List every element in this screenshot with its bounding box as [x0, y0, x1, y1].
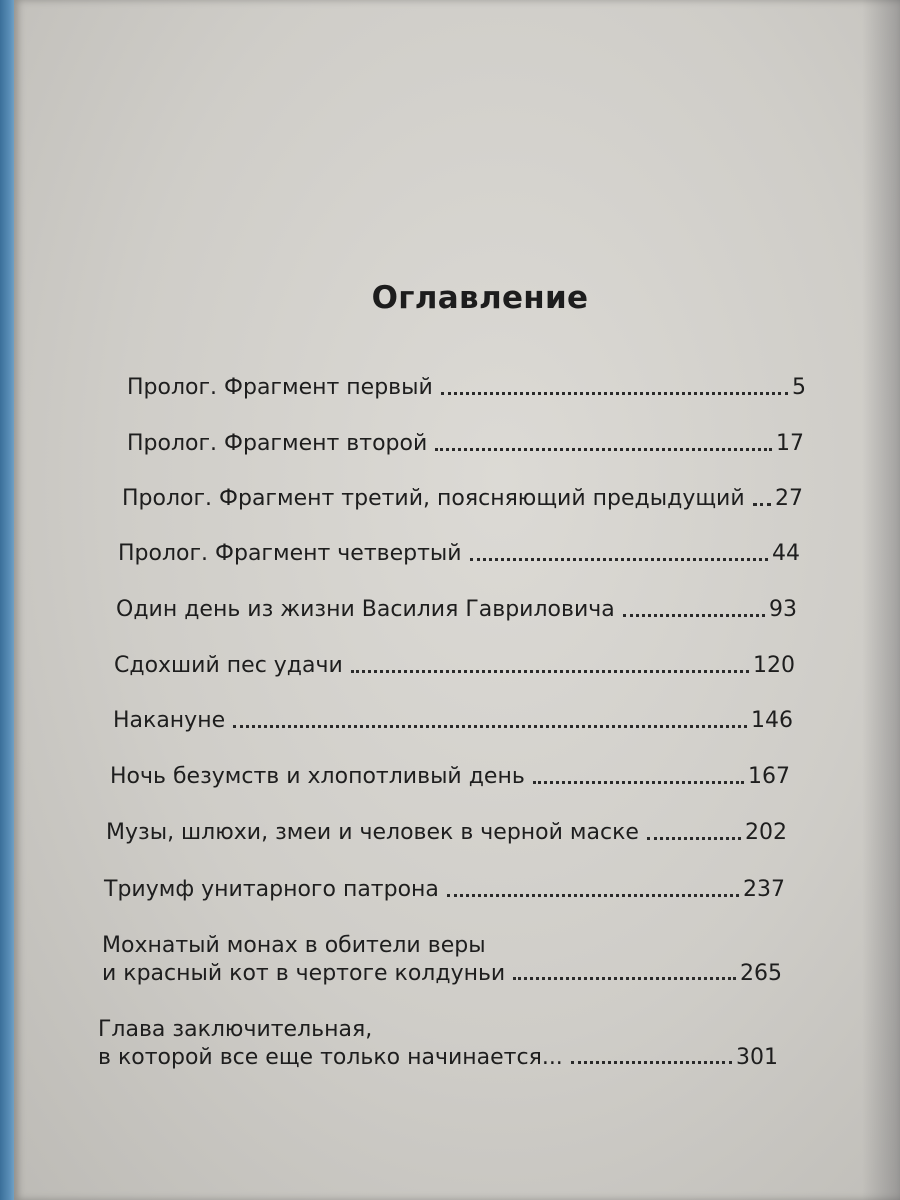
toc-title: Оглавление [371, 280, 589, 316]
toc-entry-title-line: Пролог. Фрагмент четвертый [118, 541, 462, 566]
toc-entry [127, 374, 806, 402]
toc-entry-title-line: в которой все еще только начинается... [98, 1044, 563, 1070]
toc-leader-dots [441, 392, 788, 395]
toc-leader-dots [647, 837, 741, 840]
toc-entry-title-line: Сдохший пес удачи [114, 653, 343, 678]
toc-leader-dots [233, 725, 747, 728]
toc-entry [114, 652, 795, 680]
toc-entry [98, 1016, 778, 1071]
toc-entry-title [110, 763, 525, 791]
toc-entry-title [127, 430, 427, 458]
toc-leader-dots [447, 894, 739, 897]
toc-page-number: 202 [745, 820, 787, 845]
toc-leader-dots [351, 670, 749, 673]
toc-leader-dots [623, 614, 765, 617]
toc-entry [104, 876, 785, 904]
toc-entry-title [118, 540, 462, 568]
toc-page-number: 27 [775, 486, 803, 511]
toc-leader-dots [753, 503, 771, 506]
toc-page-number: 44 [772, 541, 800, 566]
toc-entry [110, 763, 790, 791]
toc-entry-title-line: Триумф унитарного патрона [104, 877, 439, 902]
toc-entry-title [113, 707, 225, 735]
toc-entry-title-line: Пролог. Фрагмент третий, поясняющий предыдущий [122, 486, 745, 511]
toc-entry-title [104, 876, 439, 904]
toc-entry [102, 932, 782, 987]
toc-page-number: 265 [740, 960, 782, 986]
toc-entry-title-line: Пролог. Фрагмент первый [127, 375, 433, 400]
toc-entry [127, 430, 804, 458]
toc-page-number: 146 [751, 708, 793, 733]
page-shadow [862, 0, 900, 1200]
toc-entry-title-line: и красный кот в чертоге колдуньи [102, 960, 506, 986]
toc-entry [116, 596, 797, 624]
toc-entry-title [106, 819, 639, 847]
toc-leader-dots [435, 448, 772, 451]
toc-page-number: 237 [743, 877, 785, 902]
toc-leader-dots [571, 1061, 732, 1064]
toc-page-number: 93 [769, 597, 797, 622]
toc-entry-title-line: Мохнатый монах в обители веры [102, 933, 486, 958]
toc-entry-title-line: Пролог. Фрагмент второй [127, 431, 428, 456]
toc-page-number: 5 [792, 375, 806, 400]
toc-entry-title [127, 374, 433, 402]
toc-page-number: 120 [753, 653, 795, 678]
toc-entry-title [116, 596, 615, 624]
toc-leader-dots [470, 558, 768, 561]
toc-page-number: 167 [748, 764, 790, 789]
toc-entry [122, 485, 803, 513]
toc-entry [106, 819, 787, 847]
toc-entry-title-line: Ночь безумств и хлопотливый день [110, 764, 525, 789]
toc-entry-title [114, 652, 343, 680]
toc-entry [118, 540, 800, 568]
toc-entry-title-line: Музы, шлюхи, змеи и человек в черной маске [106, 820, 639, 845]
toc-entry-title-line: Накануне [113, 708, 226, 733]
toc-entry-title [102, 932, 505, 987]
toc-entry-title [122, 485, 745, 513]
toc-page-number: 17 [776, 431, 804, 456]
toc-leader-dots [513, 977, 736, 980]
toc-entry-title-line: Глава заключительная, [98, 1017, 373, 1042]
toc-page-number: 301 [736, 1044, 778, 1070]
toc-entry-title-line: Один день из жизни Василия Гавриловича [116, 597, 615, 622]
toc-entry-title [98, 1016, 563, 1071]
toc-entry [113, 707, 793, 735]
toc-leader-dots [533, 781, 744, 784]
